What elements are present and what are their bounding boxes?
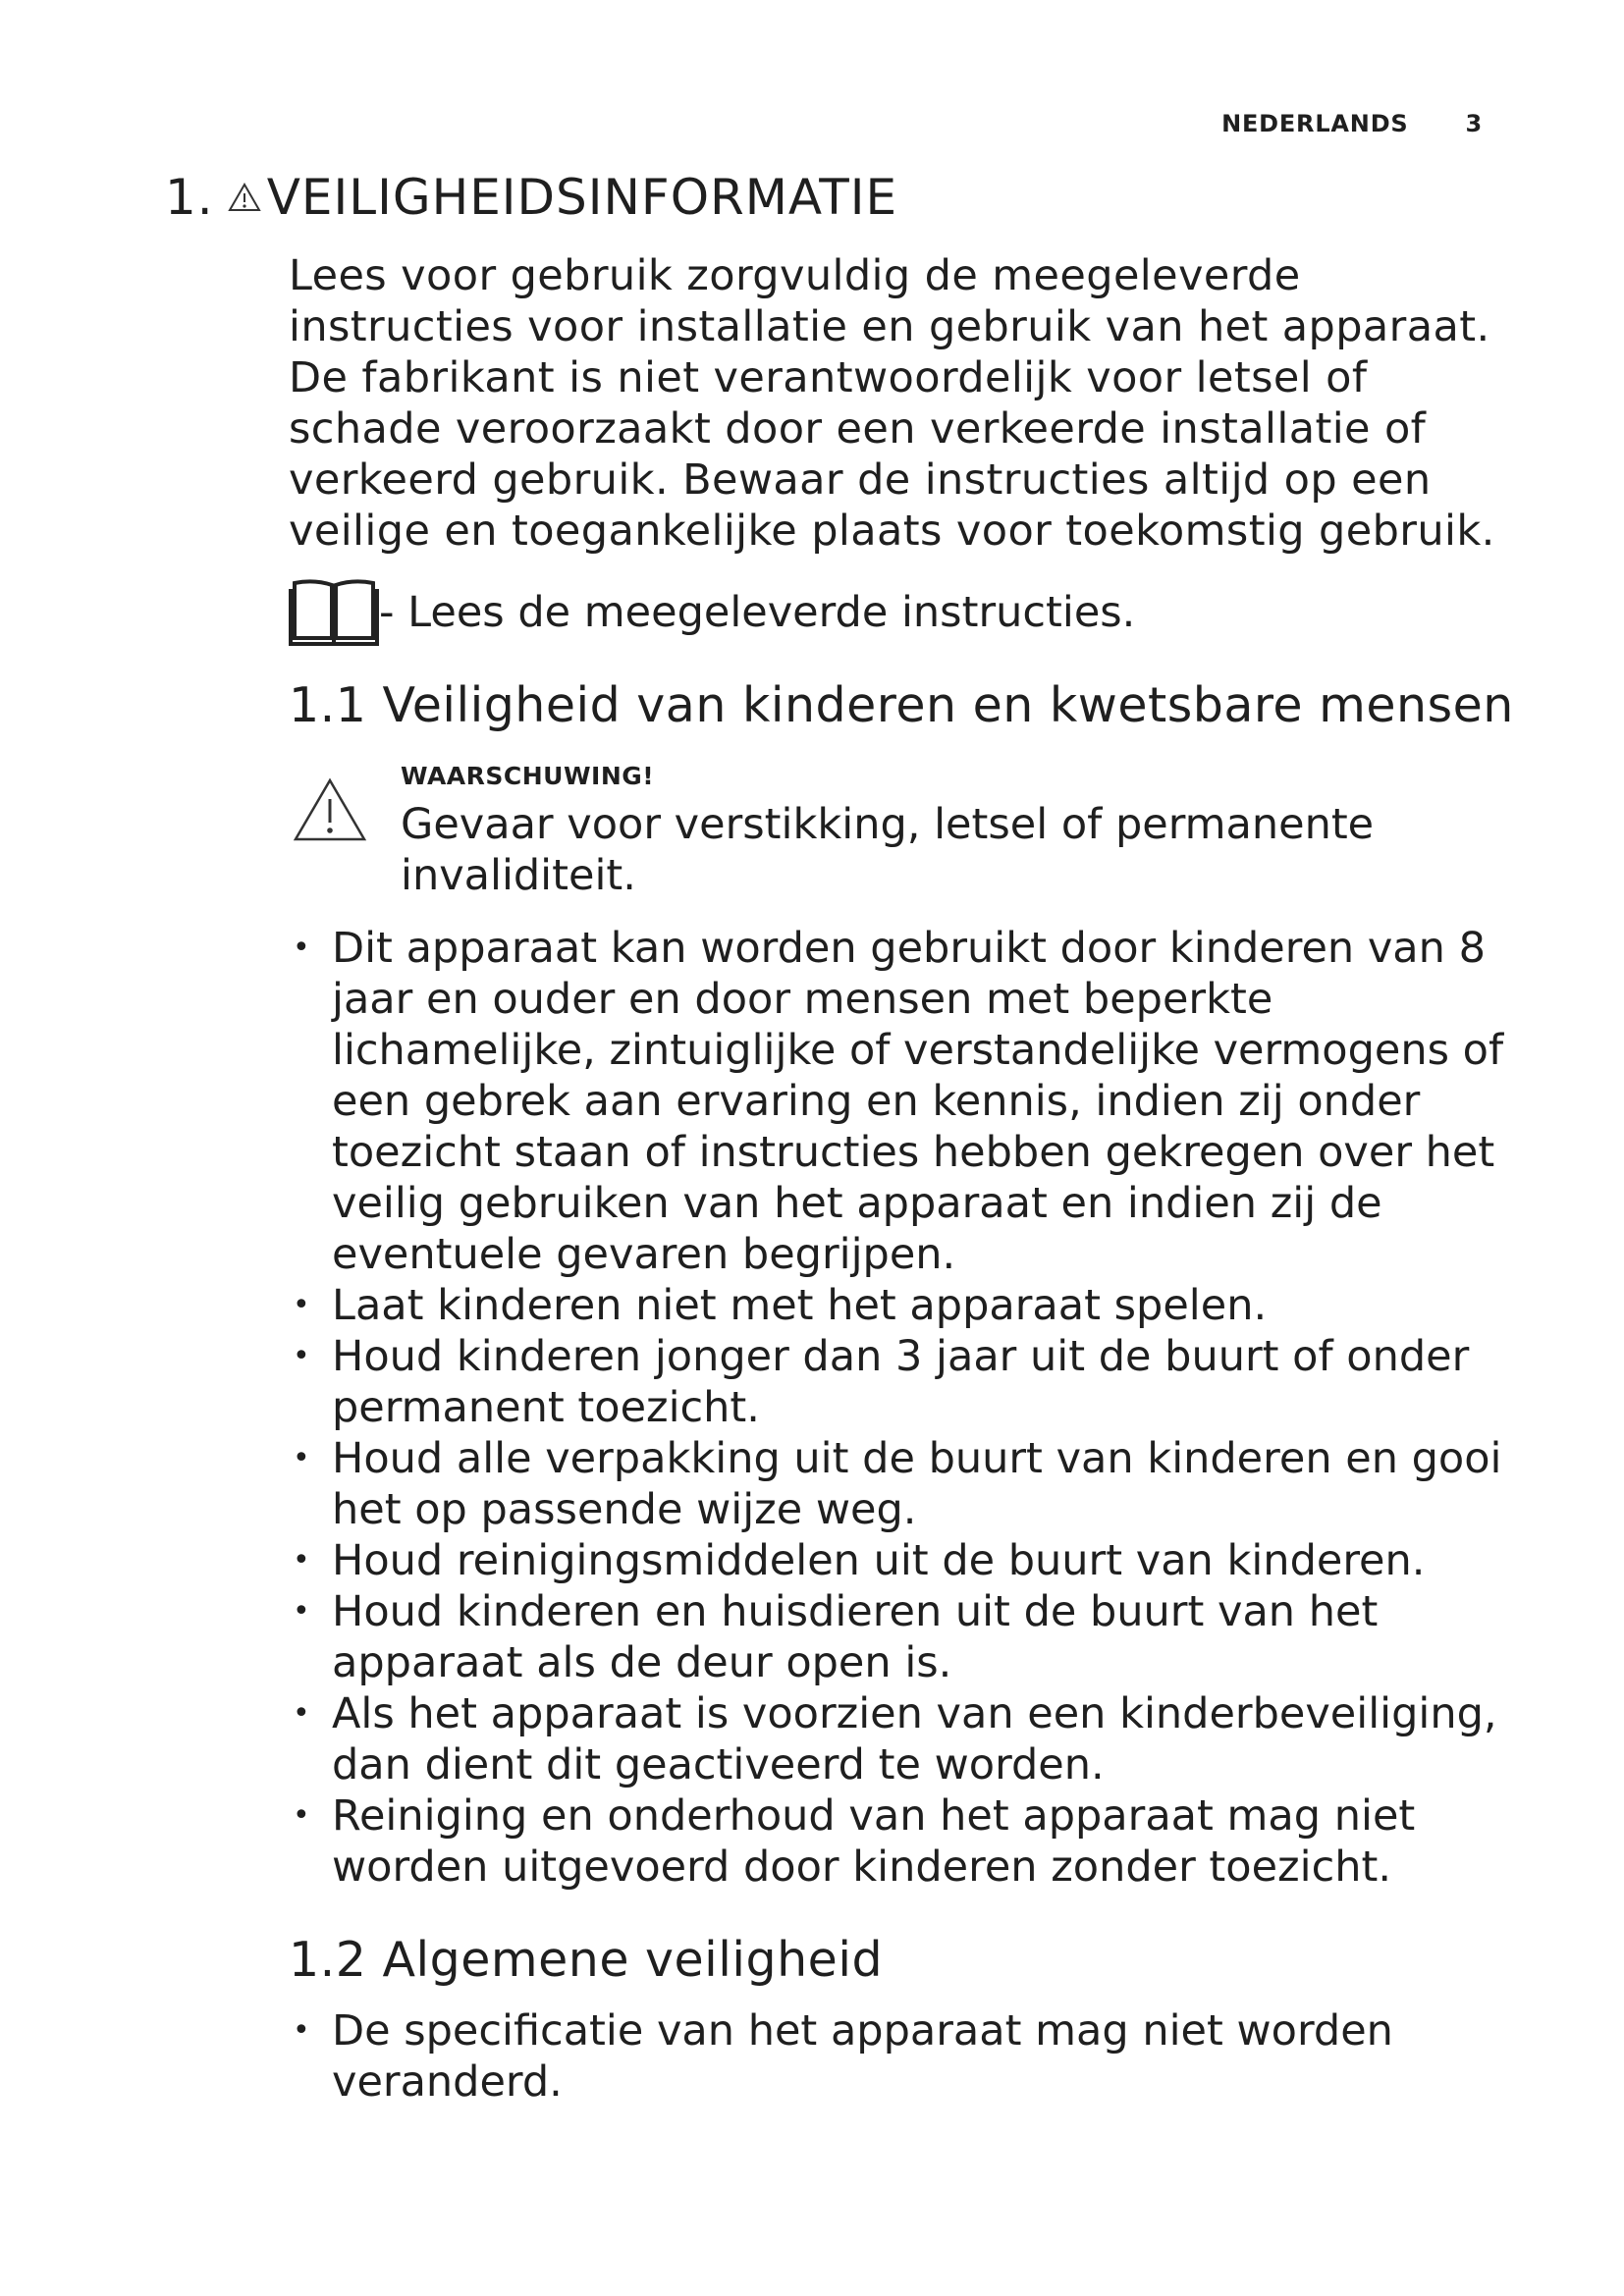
list-item: • Als het apparaat is voorzien van een kinderbeveiliging, dan dient dit geactiveerd te worden. [289, 1688, 1506, 1790]
list-item: • Houd kinderen jonger dan 3 jaar uit de buurt of onder permanent toezicht. [289, 1331, 1506, 1433]
read-instructions-text: - Lees de meegeleverde instructies. [379, 588, 1136, 637]
page-number: 3 [1465, 110, 1483, 137]
list-item: • Houd alle verpakking uit de buurt van kinderen en gooi het op passende wijze weg. [289, 1433, 1506, 1535]
list-item: • Houd reinigingsmiddelen uit de buurt van kinderen. [289, 1535, 1506, 1586]
list-item: • Laat kinderen niet met het apparaat spelen. [289, 1280, 1506, 1331]
warning-triangle-icon [293, 777, 367, 842]
intro-paragraph: Lees voor gebruik zorgvuldig de meegeleverde instructies voor installatie en gebruik van het apparaat. De fabrikant is niet verantwoordelijk voor letsel of schade veroorzaakt door een verkeerde installatie of verkeerd gebruik. Bewaar de instructies altijd op een veilige en toegankelijke plaats voor toekomstig gebruik. [289, 251, 1495, 556]
list-item: • De specificatie van het apparaat mag niet worden veranderd. [289, 2005, 1506, 2108]
read-instructions-note [289, 575, 1135, 650]
warning-label: WAARSCHUWING! [401, 762, 655, 790]
chapter-title [165, 169, 897, 226]
chapter-number: 1. [165, 169, 214, 226]
warning-text: Gevaar voor verstikking, letsel of permanente invaliditeit. [401, 800, 1375, 900]
list-item: • Dit apparaat kan worden gebruikt door kinderen van 8 jaar en ouder en door mensen met beperkte lichamelijke, zintuiglijke of verstandelijke vermogens of een gebrek aan ervaring en kennis, indien zij onder toezicht staan of instructies hebben gekregen over het veilig gebruiken van het apparaat en indien zij de eventuele gevaren begrijpen. [289, 923, 1506, 1280]
list-item: • Reiniging en onderhoud van het apparaat mag niet worden uitgevoerd door kinderen zonder toezicht. [289, 1790, 1506, 1893]
general-safety-list [289, 2005, 1506, 2108]
warning-block [293, 756, 1490, 913]
list-item: • Houd kinderen en huisdieren uit de buurt van het apparaat als de deur open is. [289, 1586, 1506, 1688]
section-title-general-safety: 1.2 Algemene veiligheid [289, 1932, 884, 1988]
page-header [1178, 110, 1483, 137]
book-icon [289, 575, 379, 650]
warning-triangle-icon [228, 183, 261, 212]
children-safety-list [289, 923, 1506, 1893]
chapter-title-text: VEILIGHEIDSINFORMATIE [266, 169, 898, 226]
language-label: NEDERLANDS [1221, 110, 1409, 137]
section-title-children-safety: 1.1 Veiligheid van kinderen en kwetsbare mensen [289, 677, 1514, 733]
